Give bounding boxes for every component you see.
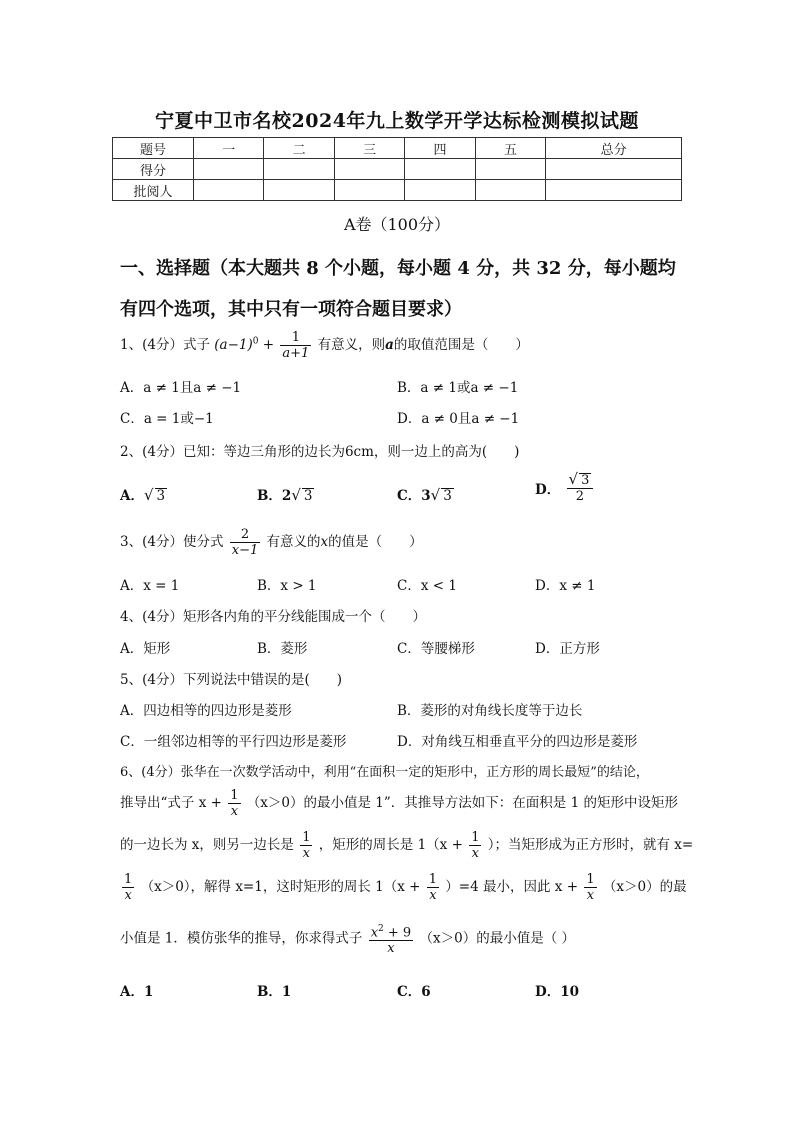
q3-denominator: x−1 [231, 543, 259, 558]
header-cell: 总分 [546, 138, 682, 159]
q6-numerator: 1 [471, 830, 480, 845]
q2-option-d [535, 472, 595, 504]
q1-text: 有意义，则 [317, 337, 386, 353]
q3-option-b: B．x > 1 [257, 578, 317, 594]
q4-option-d: D．正方形 [535, 641, 600, 657]
header-cell: 四 [405, 138, 475, 159]
q4-option-a: A．矩形 [120, 641, 171, 657]
q1-text: 的取值范围是（ ） [393, 337, 529, 353]
q6-text: （x＞0）的最小值是 1”．其推导方法如下：在面积是 1 的矩形中设矩形 [246, 795, 678, 811]
q6-text: 推导出“式子 x + [120, 795, 222, 811]
q3-fraction [230, 527, 261, 558]
q3-variable: x [320, 534, 329, 550]
q5-option-a: A．四边相等的四边形是菱形 [120, 703, 292, 719]
header-cell: 三 [334, 138, 404, 159]
q6-denominator: x [586, 888, 595, 903]
grader-cell [194, 180, 264, 201]
q6-numerator: 1 [230, 788, 239, 803]
q2-option-c: C．3√ 3 [397, 486, 452, 504]
q6-denominator: x [387, 941, 395, 957]
q6-option-b: B．1 [257, 984, 292, 1000]
score-table-header-row [113, 138, 682, 159]
q6-denominator: x [124, 888, 132, 903]
q6-fraction [228, 788, 240, 819]
grader-cell [334, 180, 404, 201]
q6-text: 的一边长为 x，则另一边长是 [120, 837, 294, 853]
section-heading-line2: 有四个选项，其中只有一项符合题目要求） [120, 299, 462, 320]
q1-expression: (a−1) [214, 337, 253, 353]
q1-text: 1、(4分）式子 [120, 337, 210, 353]
q1-plus: + [262, 337, 275, 353]
q6-numerator: 1 [586, 872, 595, 887]
q2-radicand: 3 [303, 488, 313, 504]
grader-row [113, 180, 682, 201]
q2-denominator: 2 [575, 489, 585, 504]
q6-text: ）=4 最小，因此 x + [445, 879, 579, 895]
q1-numerator: 1 [280, 330, 311, 346]
q6-option-a: A．1 [120, 984, 154, 1000]
score-table [112, 137, 682, 201]
q6-denominator: x [302, 846, 311, 861]
q2-option-label: D． [535, 482, 561, 498]
q2-option-b: B．2√ 3 [257, 486, 313, 504]
q2-d-fraction: $\frac{√ 3}{2}$ [567, 472, 594, 504]
q3-text: 的值是（ ） [328, 534, 423, 550]
q6-fraction [427, 872, 439, 903]
score-cell [334, 159, 404, 180]
q3-option-c: C．x < 1 [397, 578, 457, 594]
question-2-stem: 2、(4分）已知：等边三角形的边长为6cm，则一边上的高为( ) [120, 444, 520, 460]
section-heading-line1: 一、选择题（本大题共 8 个小题，每小题 4 分，共 32 分，每小题均 [120, 258, 676, 279]
q6-num-var: x [370, 925, 379, 941]
q5-option-b: B．菱形的对角线长度等于边长 [397, 703, 583, 719]
q2-radicand: 3 [443, 488, 452, 504]
header-cell: 二 [264, 138, 334, 159]
question-6-line1: 6、(4分）张华在一次数学活动中，利用“在面积一定的矩形中，正方形的周长最短”的结论， [120, 765, 649, 780]
score-cell [405, 159, 475, 180]
q6-numerator: 1 [428, 872, 438, 887]
q1-option-b: B．a ≠ 1或a ≠ −1 [397, 380, 519, 396]
q1-denominator: a+1 [282, 346, 310, 361]
q4-option-b: B．菱形 [257, 641, 308, 657]
header-cell: 一 [194, 138, 264, 159]
q6-fraction [300, 830, 312, 861]
q6-denominator: x [471, 846, 479, 861]
q6-exponent: 2 [378, 924, 384, 934]
q3-numerator: 2 [230, 527, 261, 543]
q3-option-d: D．x ≠ 1 [535, 578, 596, 594]
q1-option-a: A．a ≠ 1且a ≠ −1 [120, 380, 242, 396]
question-3-stem [120, 527, 423, 558]
grader-cell [405, 180, 475, 201]
header-cell: 五 [475, 138, 545, 159]
q5-option-c: C．一组邻边相等的平行四边形是菱形 [120, 734, 347, 750]
score-cell [475, 159, 545, 180]
q3-text: 3、(4分）使分式 [120, 534, 224, 550]
question-4-stem: 4、(4分）矩形各内角的平分线能围成一个（ ） [120, 609, 426, 625]
score-row [113, 159, 682, 180]
q6-option-d: D．10 [535, 984, 579, 1000]
row-label: 得分 [113, 159, 194, 180]
grader-cell [546, 180, 682, 201]
q2-option-label: B．2 [257, 488, 292, 504]
q3-text: 有意义的 [266, 534, 321, 550]
score-cell [264, 159, 334, 180]
q6-fraction [469, 830, 481, 861]
q2-radicand: 3 [581, 473, 590, 488]
q6-text: ，矩形的周长是 1（x + [318, 837, 463, 853]
q6-text: （x＞0）的最小值是（ ） [419, 930, 575, 947]
q2-radicand: 3 [156, 488, 166, 504]
header-cell: 题号 [113, 138, 194, 159]
exam-title: 宁夏中卫市名校2024年九上数学开学达标检测模拟试题 [155, 110, 639, 132]
question-1-stem [120, 330, 529, 361]
question-6-line5 [120, 922, 575, 956]
q2-option-a: A．√ 3 [120, 486, 166, 504]
q3-option-a: A．x = 1 [120, 578, 180, 594]
q6-text: （x＞0），解得 x=1，这时矩形的周长 1（x + [140, 879, 421, 895]
q1-variable: a [385, 337, 394, 353]
q1-option-c: C．a = 1或−1 [120, 411, 214, 427]
volume-heading: A卷（100分） [343, 215, 451, 234]
grader-cell [264, 180, 334, 201]
q5-option-d: D．对角线互相垂直平分的四边形是菱形 [397, 734, 638, 750]
question-6-line2 [120, 788, 678, 819]
q2-option-label: A． [120, 488, 144, 504]
question-5-stem: 5、(4分）下列说法中错误的是( ) [120, 672, 342, 688]
q6-text: （x＞0）的最 [602, 879, 687, 895]
q6-fraction [584, 872, 596, 903]
q1-option-d: D．a ≠ 0且a ≠ −1 [397, 411, 520, 427]
q6-text: 小值是 1．模仿张华的推导，你求得式子 [120, 930, 363, 947]
q6-denominator: x [429, 888, 437, 903]
row-label: 批阅人 [113, 180, 194, 201]
q6-num-const: + 9 [383, 925, 412, 941]
q6-numerator: 1 [302, 830, 311, 845]
question-6-line3 [120, 830, 693, 861]
q2-option-label: C．3 [397, 488, 431, 504]
q6-denominator: x [230, 804, 239, 819]
q1-fraction [280, 330, 311, 361]
grader-cell [475, 180, 545, 201]
q1-exponent: 0 [252, 336, 259, 347]
score-cell [546, 159, 682, 180]
q6-expr-fraction [369, 922, 414, 956]
q6-fraction [122, 872, 134, 903]
q6-text: ）；当矩形成为正方形时，就有 x= [487, 837, 694, 853]
q6-numerator: 1 [124, 872, 133, 887]
q6-option-c: C．6 [397, 984, 431, 1000]
score-cell [194, 159, 264, 180]
q4-option-c: C．等腰梯形 [397, 641, 475, 657]
question-6-line4 [120, 872, 687, 903]
